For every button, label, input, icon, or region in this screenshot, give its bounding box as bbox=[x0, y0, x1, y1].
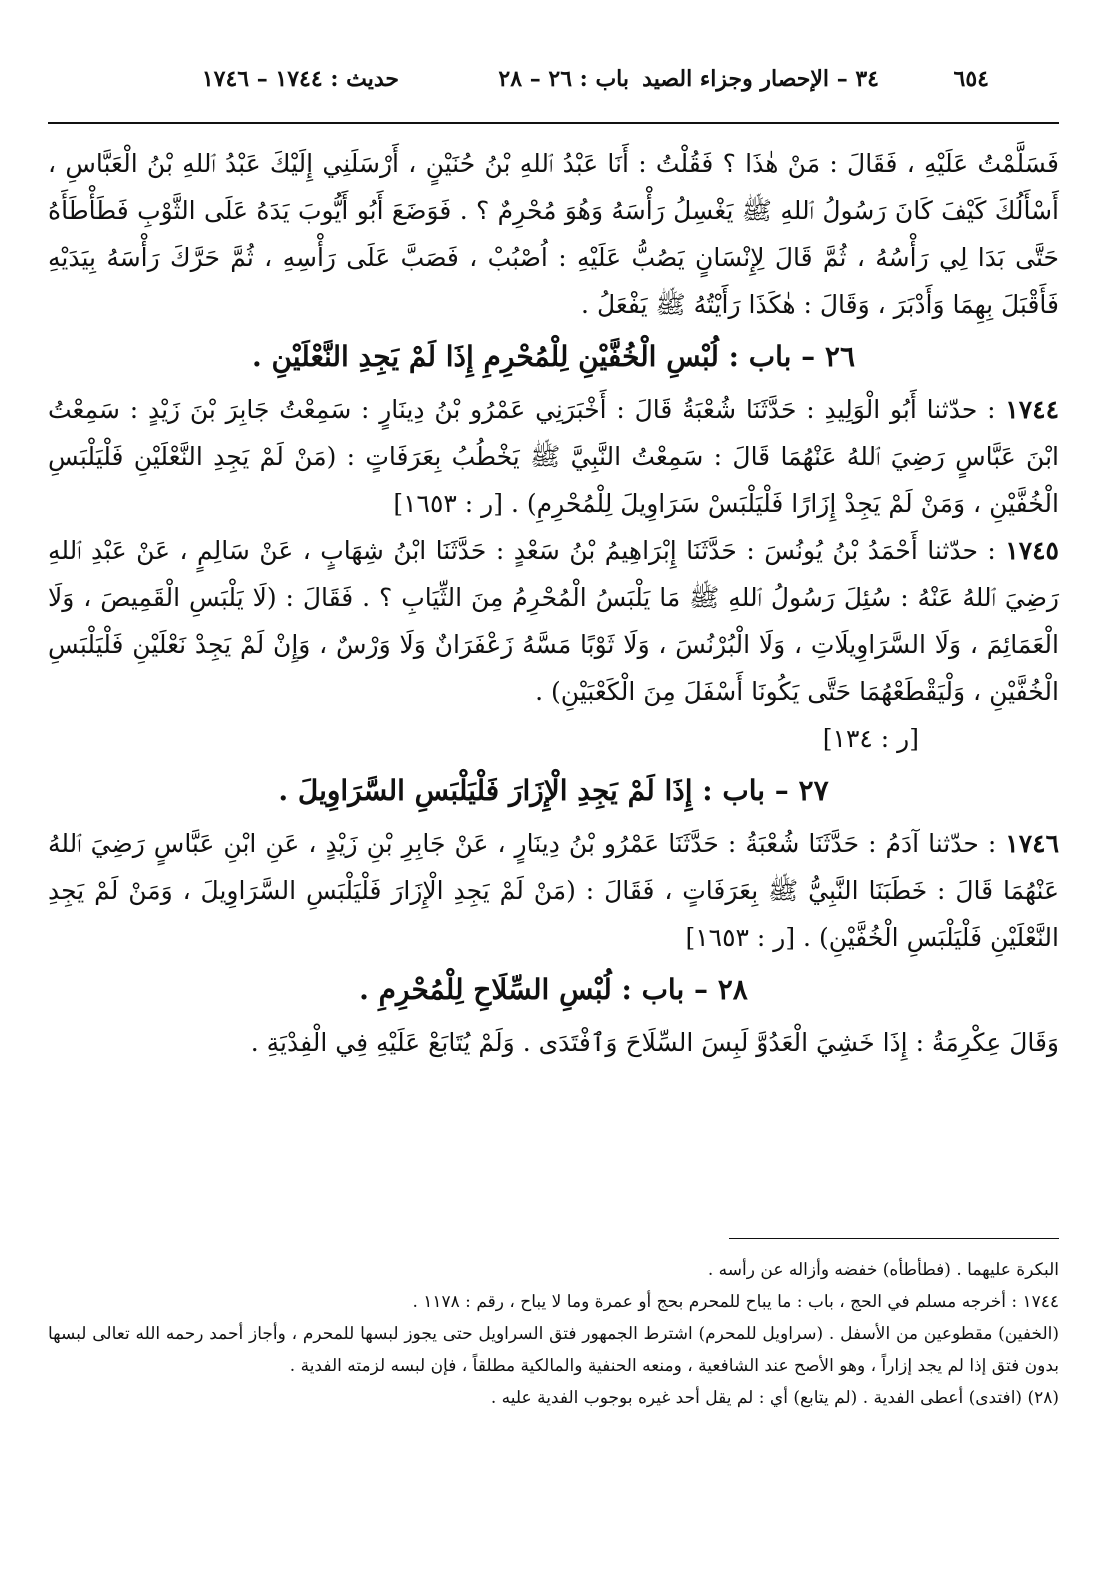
footnotes bbox=[48, 1254, 1059, 1414]
hadith-text: : حدّثنا آدَمُ : حَدَّثَنَا شُعْبَةُ : حَدَّثَنَا عَمْرُو بْنُ دِينَارٍ ، عَنْ جَابِرِ بْنِ زَيْدٍ ، عَنِ ابْنِ عَبَّاسٍ رَضِيَ ٱللهُ عَنْهُمَا قَالَ : خَطَبَنَا النَّبِيُّ ﷺ بِعَرَفَاتٍ ، فَقَالَ : (مَنْ لَمْ يَجِدِ الْإِزَارَ فَلْيَلْبَسِ السَّرَاوِيلَ ، وَمَنْ لَمْ يَجِدِ النَّعْلَيْنِ فَلْيَلْبَسِ الْخُفَّيْنِ) . bbox=[48, 829, 1059, 952]
header-rule bbox=[48, 122, 1059, 124]
hadith-number: ١٧٤٤ bbox=[1005, 395, 1059, 424]
footnote-4: (٢٨) (افتدى) أعطى الفدية . (لم يتابع) أي : لم يقل أحد غيره بوجوب الفدية عليه . bbox=[490, 1388, 1059, 1408]
hadith-text: : حدّثنا أَحْمَدُ بْنُ يُونُسَ : حَدَّثَنَا إِبْرَاهِيمُ بْنُ سَعْدٍ : حَدَّثَنَا ابْنُ شِهَابٍ ، عَنْ سَالِمٍ ، عَنْ عَبْدِ ٱللهِ رَضِيَ ٱللهُ عَنْهُ : سُئِلَ رَسُولُ ٱللهِ ﷺ مَا يَلْبَسُ الْمُحْرِمُ مِنَ الثِّيَابِ ؟ . فَقَالَ : (لَا يَلْبَسِ الْقَمِيصَ ، وَلَا الْعَمَائِمَ ، وَلَا السَّرَاوِيلَاتِ ، وَلَا الْبُرْنُسَ ، وَلَا ثَوْبًا مَسَّهُ زَعْفَرَانٌ وَلَا وَرْسٌ ، وَإِنْ لَمْ يَجِدْ نَعْلَيْنِ فَلْيَلْبَسِ الْخُفَّيْنِ ، وَلْيَقْطَعْهُمَا حَتَّى يَكُونَا أَسْفَلَ مِنَ الْكَعْبَيْنِ) . bbox=[48, 536, 1059, 706]
cross-reference: [ر : ١٦٥٣] bbox=[685, 923, 796, 952]
hadith-1744 bbox=[48, 386, 1059, 527]
footnote-rule bbox=[729, 1238, 1059, 1239]
bab-range: باب : ٢٦ – ٢٨ bbox=[498, 66, 629, 92]
book-page bbox=[48, 0, 1059, 1585]
hadith-range: حديث : ١٧٤٤ – ١٧٤٦ bbox=[201, 66, 399, 92]
bab-27-heading: ٢٧ – باب : إِذَا لَمْ يَجِدِ الْإِزَارَ فَلْيَلْبَسِ السَّرَاوِيلَ . bbox=[278, 774, 829, 807]
hadith-number: ١٧٤٦ bbox=[1005, 829, 1059, 858]
hadith-number: ١٧٤٥ bbox=[1005, 536, 1059, 565]
cross-reference: [ر : ١٣٤] bbox=[822, 724, 919, 753]
bab-28-heading: ٢٨ – باب : لُبْسِ السِّلَاحِ لِلْمُحْرِمِ . bbox=[359, 973, 748, 1006]
running-header bbox=[48, 60, 1059, 100]
main-text bbox=[48, 140, 1059, 1066]
hadith-1745 bbox=[48, 527, 1059, 715]
hadith-1746 bbox=[48, 820, 1059, 961]
chapter-title: ٣٤ – الإحصار وجزاء الصيد bbox=[642, 66, 879, 92]
footnote-3: (الخفين) مقطوعين من الأسفل . (سراويل للمحرم) اشترط الجمهور فتق السراويل حتى يجوز لبسها للمحرم ، وأجاز أحمد رحمه الله تعالى لبسها بدون فتق إذا لم يجد إزاراً ، وهو الأصح عند الشافعية ، ومنعه الحنفية والمالكية مطلقاً ، فإن لبسه لزمته الفدية . bbox=[48, 1324, 1059, 1376]
bab-26-heading: ٢٦ – باب : لُبْسِ الْخُفَّيْنِ لِلْمُحْرِمِ إِذَا لَمْ يَجِدِ النَّعْلَيْنِ . bbox=[252, 340, 855, 373]
intro-paragraph: فَسَلَّمْتُ عَلَيْهِ ، فَقَالَ : مَنْ هٰذَا ؟ فَقُلْتُ : أَنَا عَبْدُ ٱللهِ بْنُ حُنَيْنٍ ، أَرْسَلَنِي إِلَيْكَ عَبْدُ ٱللهِ بْنُ الْعَبَّاسِ ، أَسْأَلُكَ كَيْفَ كَانَ رَسُولُ ٱللهِ ﷺ يَغْسِلُ رَأْسَهُ وَهُوَ مُحْرِمٌ ؟ . فَوَضَعَ أَبُو أَيُّوبَ يَدَهُ عَلَى الثَّوْبِ فَطَأْطَأَهُ حَتَّى بَدَا لِي رَأْسُهُ ، ثُمَّ قَالَ لِإِنْسَانٍ يَصُبُّ عَلَيْهِ : اُصْبُبْ ، فَصَبَّ عَلَى رَأْسِهِ ، ثُمَّ حَرَّكَ رَأْسَهُ بِيَدَيْهِ فَأَقْبَلَ بِهِمَا وَأَدْبَرَ ، وَقَالَ : هٰكَذَا رَأَيْتُهُ ﷺ يَفْعَلُ . bbox=[48, 149, 1059, 319]
hadith-text: : حدّثنا أَبُو الْوَلِيدِ : حَدَّثَنَا شُعْبَةُ قَالَ : أَخْبَرَنِي عَمْرُو بْنُ دِينَارٍ : سَمِعْتُ جَابِرَ بْنَ زَيْدٍ : سَمِعْتُ ابْنَ عَبَّاسٍ رَضِيَ ٱللهُ عَنْهُمَا قَالَ : سَمِعْتُ النَّبِيَّ ﷺ يَخْطُبُ بِعَرَفَاتٍ : (مَنْ لَمْ يَجِدِ النَّعْلَيْنِ فَلْيَلْبَسِ الْخُفَّيْنِ ، وَمَنْ لَمْ يَجِدْ إِزَارًا فَلْيَلْبَسْ سَرَاوِيلَ لِلْمُحْرِمِ) . bbox=[48, 395, 1059, 518]
cross-reference: [ر : ١٦٥٣] bbox=[393, 489, 503, 518]
footnote-1: البكرة عليهما . (فطأطأه) خفضه وأزاله عن رأسه . bbox=[707, 1260, 1059, 1280]
footnote-2: ١٧٤٤ : أخرجه مسلم في الحج ، باب : ما يباح للمحرم بحج أو عمرة وما لا يباح ، رقم : ١١٧٨ . bbox=[412, 1292, 1059, 1312]
ikrima-statement: وَقَالَ عِكْرِمَةُ : إِذَا خَشِيَ الْعَدُوَّ لَبِسَ السِّلَاحَ وَٱفْتَدَى . وَلَمْ يُتَابَعْ عَلَيْهِ فِي الْفِدْيَةِ . bbox=[250, 1028, 1059, 1057]
page-number: ٦٥٤ bbox=[953, 66, 989, 92]
